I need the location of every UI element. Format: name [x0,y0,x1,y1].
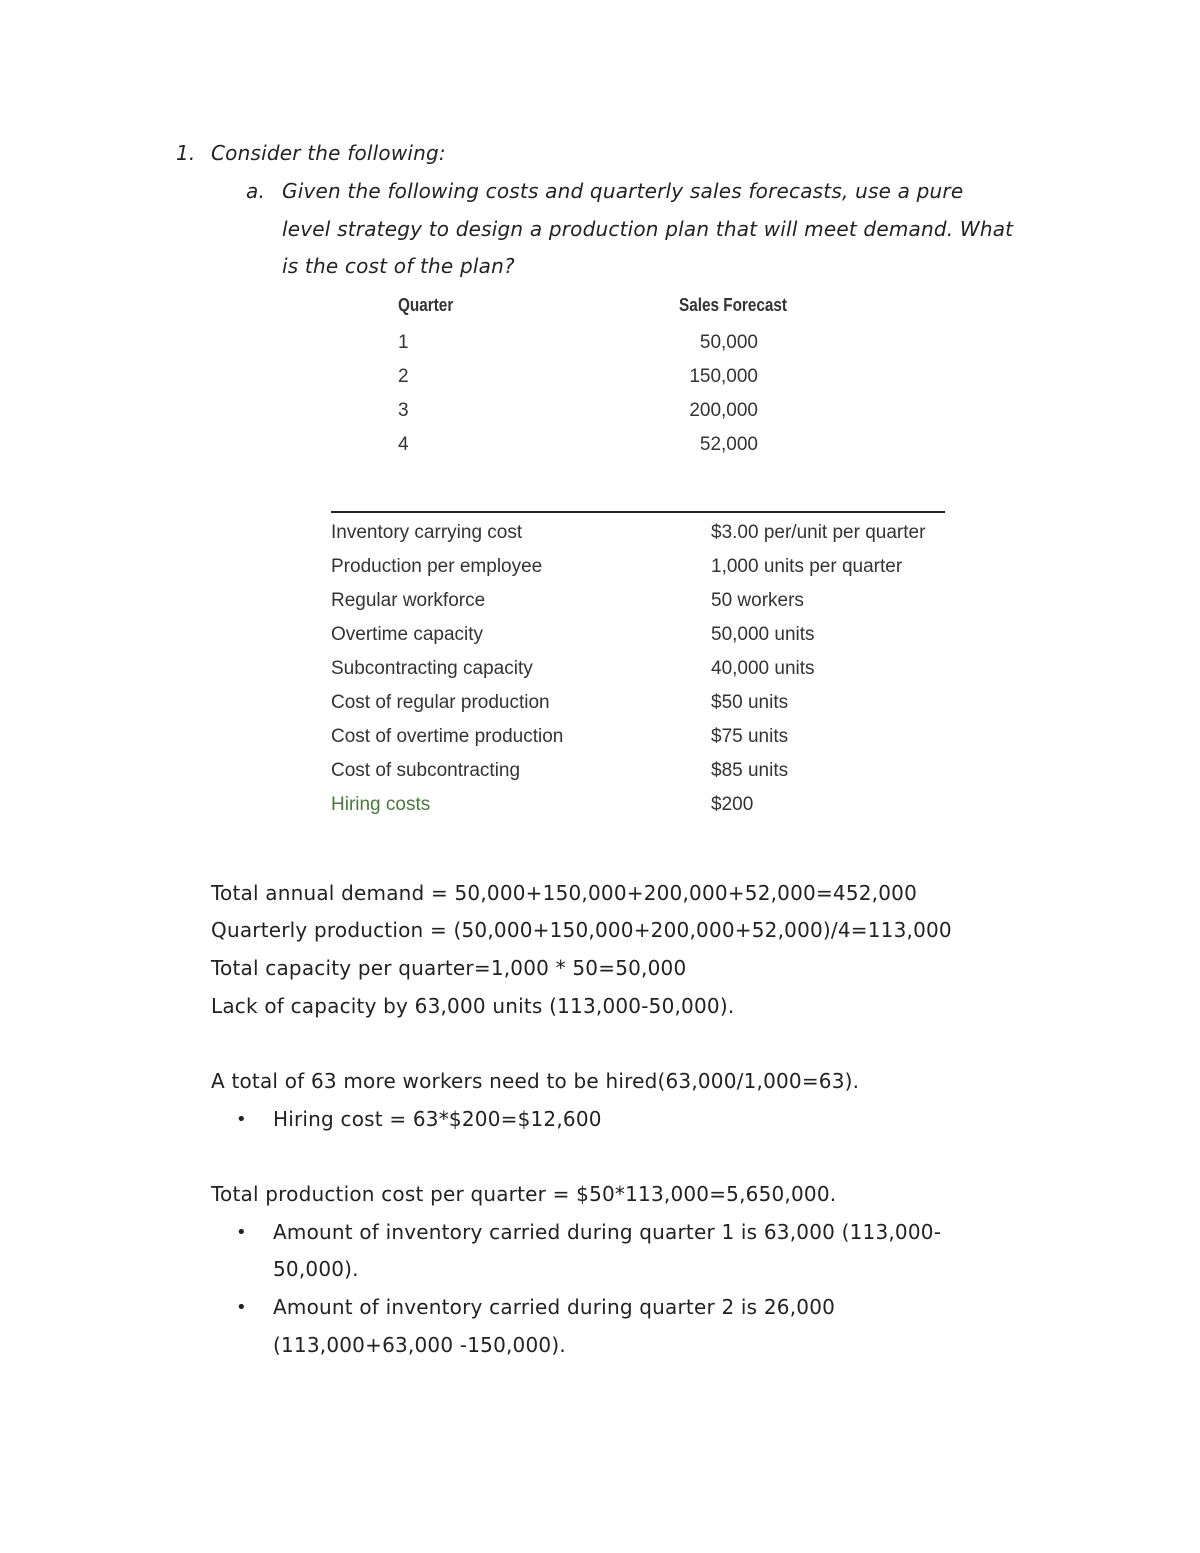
bullet-icon: • [236,1109,247,1130]
cost-value: $3.00 per/unit per quarter [711,522,926,543]
cost-label: Subcontracting capacity [331,658,533,679]
forecast-quarter: 4 [398,434,409,455]
cost-label: Regular workforce [331,590,486,611]
calc-line: Lack of capacity by 63,000 units (113,000-50,000). [211,994,735,1018]
cost-value: 40,000 units [711,658,815,679]
forecast-header-quarter: Quarter [398,295,454,315]
cost-value: 50,000 units [711,624,815,645]
forecast-value: 50,000 [699,332,758,353]
production-intro: Total production cost per quarter = $50*113,000=5,650,000. [211,1182,837,1206]
forecast-value: 150,000 [689,366,758,387]
question-number: 1. [176,141,196,165]
part-text-line-3: is the cost of the plan? [282,254,515,278]
bullet-icon: • [236,1297,247,1318]
forecast-quarter: 1 [398,332,409,353]
cost-value: $50 units [711,692,789,713]
part-letter: a. [246,179,266,203]
cost-label: Inventory carrying cost [331,522,523,543]
inventory-bullet-line-2: (113,000+63,000 -150,000). [273,1333,566,1357]
inventory-bullet-line-1: Amount of inventory carried during quarter 2 is 26,000 [273,1295,836,1319]
cost-table-rule [331,511,945,513]
cost-label: Overtime capacity [331,624,484,645]
cost-value: 1,000 units per quarter [711,556,903,577]
forecast-quarter: 2 [398,366,409,387]
bullet-icon: • [236,1222,247,1243]
part-text-line-1: Given the following costs and quarterly sales forecasts, use a pure [282,179,964,203]
cost-label: Cost of subcontracting [331,760,521,781]
hiring-intro: A total of 63 more workers need to be hired(63,000/1,000=63). [211,1069,860,1093]
cost-label: Production per employee [331,556,543,577]
inventory-bullet-line-1: Amount of inventory carried during quarter 1 is 63,000 (113,000- [273,1220,942,1244]
cost-value: $75 units [711,726,789,747]
calc-line: Total capacity per quarter=1,000 * 50=50,000 [211,956,687,980]
hiring-bullet: Hiring cost = 63*$200=$12,600 [273,1107,602,1131]
question-intro: Consider the following: [211,141,446,165]
cost-label: Hiring costs [331,794,431,815]
cost-value: $85 units [711,760,789,781]
cost-label: Cost of overtime production [331,726,564,747]
forecast-quarter: 3 [398,400,409,421]
forecast-value: 200,000 [689,400,758,421]
inventory-bullet-line-2: 50,000). [273,1257,359,1281]
cost-value: $200 [711,794,754,815]
cost-label: Cost of regular production [331,692,550,713]
forecast-value: 52,000 [699,434,758,455]
forecast-header-sales: Sales Forecast [679,295,788,315]
part-text-line-2: level strategy to design a production plan that will meet demand. What [282,217,1014,241]
cost-value: 50 workers [711,590,804,611]
calc-line: Total annual demand = 50,000+150,000+200,000+52,000=452,000 [211,881,918,905]
calc-line: Quarterly production = (50,000+150,000+200,000+52,000)/4=113,000 [211,918,952,942]
